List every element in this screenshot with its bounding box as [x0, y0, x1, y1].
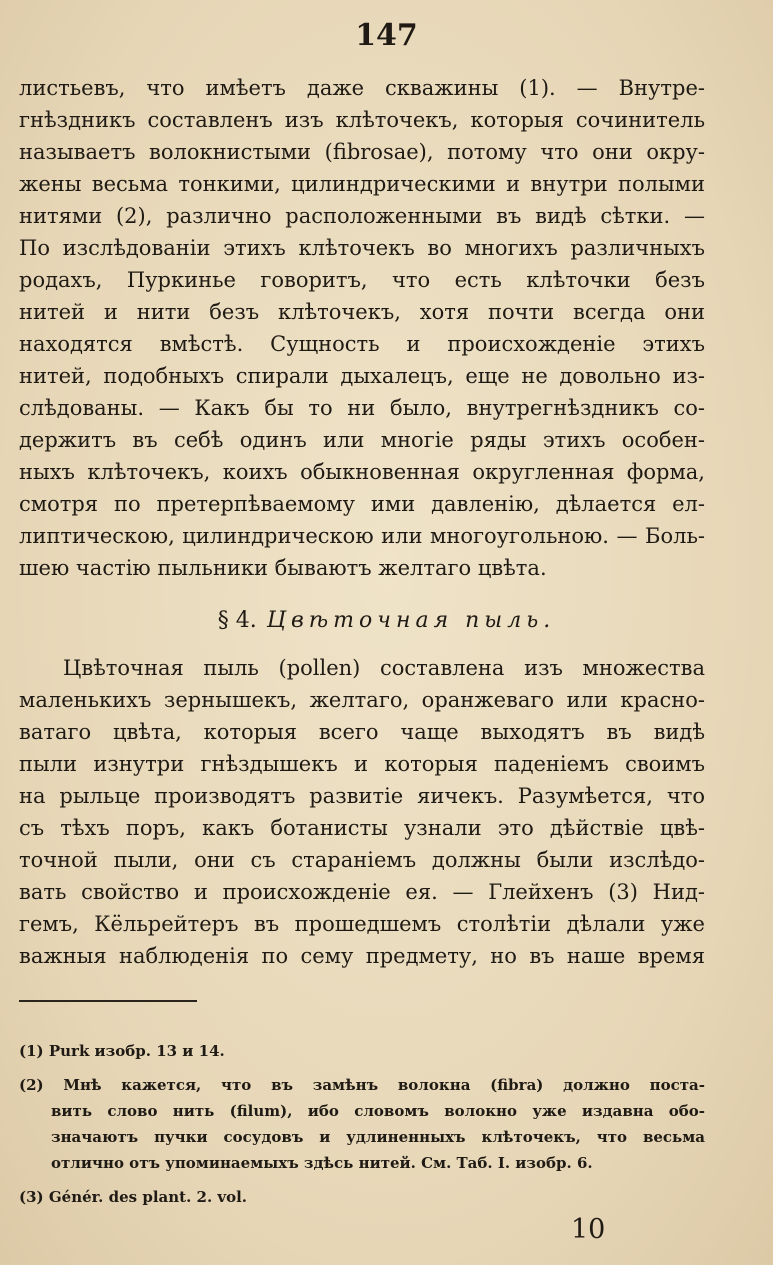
text-line: называетъ волокнистыми (fibrosae), потому что они окру-	[19, 140, 705, 164]
text-line: Цвѣточная пыль (pollen) составлена изъ множества	[63, 656, 705, 680]
text-line: съ тѣхъ поръ, какъ ботанисты узнали это дѣйствіе цвѣ-	[19, 816, 705, 840]
text-line: пыли изнутри гнѣздышекъ и которыя паденіемъ своимъ	[19, 752, 705, 776]
text-line: шею частію пыльники бываютъ желтаго цвѣта.	[19, 556, 547, 580]
page-number: 147	[355, 18, 418, 53]
text-line: родахъ, Пуркинье говоритъ, что есть клѣточки безъ	[19, 268, 705, 292]
text-line: находятся вмѣстѣ. Сущность и происхожденіе этихъ	[19, 332, 705, 356]
text-line: нитей, подобныхъ спирали дыхалецъ, еще не довольно из-	[19, 364, 705, 388]
paragraph-1	[19, 72, 705, 584]
footnote-2-line: значаютъ пучки сосудовъ и удлиненныхъ клѣточекъ, что весьма	[51, 1128, 705, 1146]
text-line: на рыльце производятъ развитіе яичекъ. Разумѣется, что	[19, 784, 705, 808]
footnote-2-line: вить слово нить (filum), ибо словомъ волокно уже издавна обо-	[51, 1102, 705, 1120]
section-title: Цвѣточная пыль.	[266, 608, 556, 633]
text-line: нитями (2), различно расположенными въ видѣ сѣтки. —	[19, 204, 705, 228]
text-line: маленькихъ зернышекъ, желтаго, оранжеваго или красно-	[19, 688, 705, 712]
footnote-2-line: отлично отъ упоминаемыхъ здѣсь нитей. См. Таб. I. изобр. 6.	[51, 1154, 593, 1172]
footnote-3: (3) Génér. des plant. 2. vol.	[19, 1188, 248, 1206]
signature-mark: 10	[571, 1214, 606, 1245]
text-line: важныя наблюденія по сему предмету, но въ наше время	[19, 944, 705, 968]
paragraph-2	[19, 652, 705, 972]
text-line: гемъ, Кёльрейтеръ въ прошедшемъ столѣтіи дѣлали уже	[19, 912, 705, 936]
text-line: По изслѣдованіи этихъ клѣточекъ во многихъ различныхъ	[19, 236, 705, 260]
text-line: точной пыли, они съ стараніемъ должны были изслѣдо-	[19, 848, 705, 872]
text-line: липтическою, цилиндрическою или многоугольною. — Боль-	[19, 524, 705, 548]
footnote-rule	[19, 1000, 197, 1002]
text-line: слѣдованы. — Какъ бы то ни было, внутрегнѣздникъ со-	[19, 396, 705, 420]
text-line: листьевъ, что имѣетъ даже скважины (1). — Внутре-	[19, 76, 705, 100]
text-line: ватаго цвѣта, которыя всего чаще выходятъ въ видѣ	[19, 720, 705, 744]
section-number: § 4.	[217, 608, 257, 633]
footnotes	[19, 1038, 705, 1210]
section-heading	[0, 604, 773, 638]
text-line: ныхъ клѣточекъ, коихъ обыкновенная округленная форма,	[19, 460, 705, 484]
text-line: нитей и нити безъ клѣточекъ, хотя почти всегда они	[19, 300, 705, 324]
footnote-1: (1) Purk изобр. 13 и 14.	[19, 1042, 225, 1060]
text-line: вать свойство и происхожденіе ея. — Глейхенъ (3) Нид-	[19, 880, 705, 904]
text-line: смотря по претерпѣваемому ими давленію, дѣлается ел-	[19, 492, 705, 516]
text-line: держитъ въ себѣ одинъ или многіе ряды этихъ особен-	[19, 428, 705, 452]
footnote-2-line: (2) Мнѣ кажется, что въ замѣнъ волокна (fibra) должно поста-	[19, 1076, 705, 1094]
text-line: гнѣздникъ составленъ изъ клѣточекъ, которыя сочинитель	[19, 108, 705, 132]
text-line: жены весьма тонкими, цилиндрическими и внутри полыми	[19, 172, 705, 196]
